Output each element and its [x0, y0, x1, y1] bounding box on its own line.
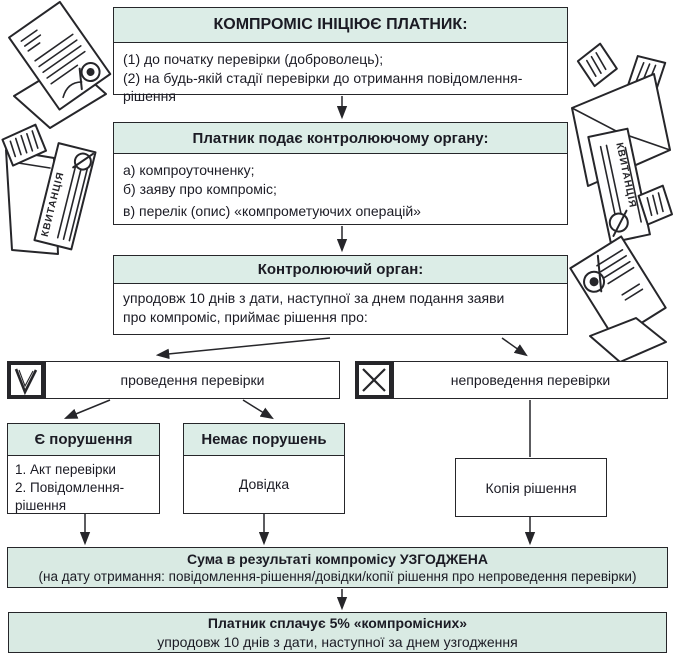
- box-violations-found: [7, 423, 160, 514]
- small-receipt-icon: [576, 43, 619, 87]
- receipt-label: КВИТАНЦІЯ: [613, 141, 638, 210]
- box-copy-of-decision: [455, 458, 607, 517]
- box-no-violations-header: Немає порушень: [184, 424, 344, 456]
- box-violations-found-header: Є порушення: [8, 424, 159, 456]
- submission-line-2: б) заяву про компроміс;: [123, 180, 277, 197]
- band-payer-pays-line-2: упродовж 10 днів з дати, наступної за днем узгодження: [157, 633, 518, 650]
- band-amount-agreed-line-1: Сума в результаті компромісу УЗГОДЖЕНА: [187, 550, 488, 567]
- checkmark-icon: [11, 365, 41, 395]
- box-payer-submits-header: Платник подає контролюючому органу:: [114, 123, 567, 154]
- receipt-label: КВИТАНЦІЯ: [39, 170, 67, 238]
- violations-line-1: 1. Акт перевірки: [15, 462, 116, 477]
- branch-no-audit-label: непроведення перевірки: [450, 372, 611, 388]
- submission-line-1: а) компроуточненку;: [123, 162, 255, 178]
- box-controlling-authority: [113, 255, 568, 335]
- cross-checkbox: [355, 361, 393, 399]
- documents-illustration-left: [0, 0, 115, 258]
- authority-line-2: про компроміс, приймає рішення про:: [123, 308, 368, 325]
- violations-line-2: 2. Повідомлення-рішення: [15, 479, 125, 513]
- initiator-line-1: (1) до початку перевірки (доброволець);: [123, 51, 384, 67]
- folded-paper-icon: [590, 318, 666, 362]
- band-amount-agreed: [7, 547, 668, 588]
- branch-audit-conducted-label: проведення перевірки: [120, 372, 265, 388]
- band-amount-agreed-line-2: (на дату отримання: повідомлення-рішення/довідки/копії рішення про непроведення перевірки): [38, 568, 637, 584]
- band-payer-pays-line-1: Платник сплачує 5% «компромісних»: [207, 615, 468, 632]
- box-no-violations: [183, 423, 345, 514]
- branch-audit-conducted: [45, 361, 340, 399]
- box-no-violations-body: Довідка: [238, 476, 290, 492]
- branch-no-audit: [393, 361, 668, 399]
- cross-icon: [359, 365, 389, 395]
- box-payer-submits: [113, 122, 568, 225]
- box-controlling-authority-header: Контролюючий орган:: [114, 256, 567, 284]
- box-copy-of-decision-body: Копія рішення: [485, 479, 577, 496]
- box-compromise-initiator-header: КОМПРОМІС ІНІЦІЮЄ ПЛАТНИК:: [114, 8, 567, 43]
- initiator-line-2: (2) на будь-якій стадії перевірки до отримання повідомлення-рішення: [123, 69, 523, 105]
- authority-line-1: упродовж 10 днів з дати, наступної за днем подання заяви: [123, 290, 505, 306]
- submission-line-3: в) перелік (опис) «компрометуючих операцій»: [123, 203, 421, 220]
- documents-illustration-right: [560, 0, 675, 365]
- box-compromise-initiator: [113, 7, 568, 105]
- band-payer-pays: [8, 612, 667, 653]
- checkmark-checkbox: [7, 361, 45, 399]
